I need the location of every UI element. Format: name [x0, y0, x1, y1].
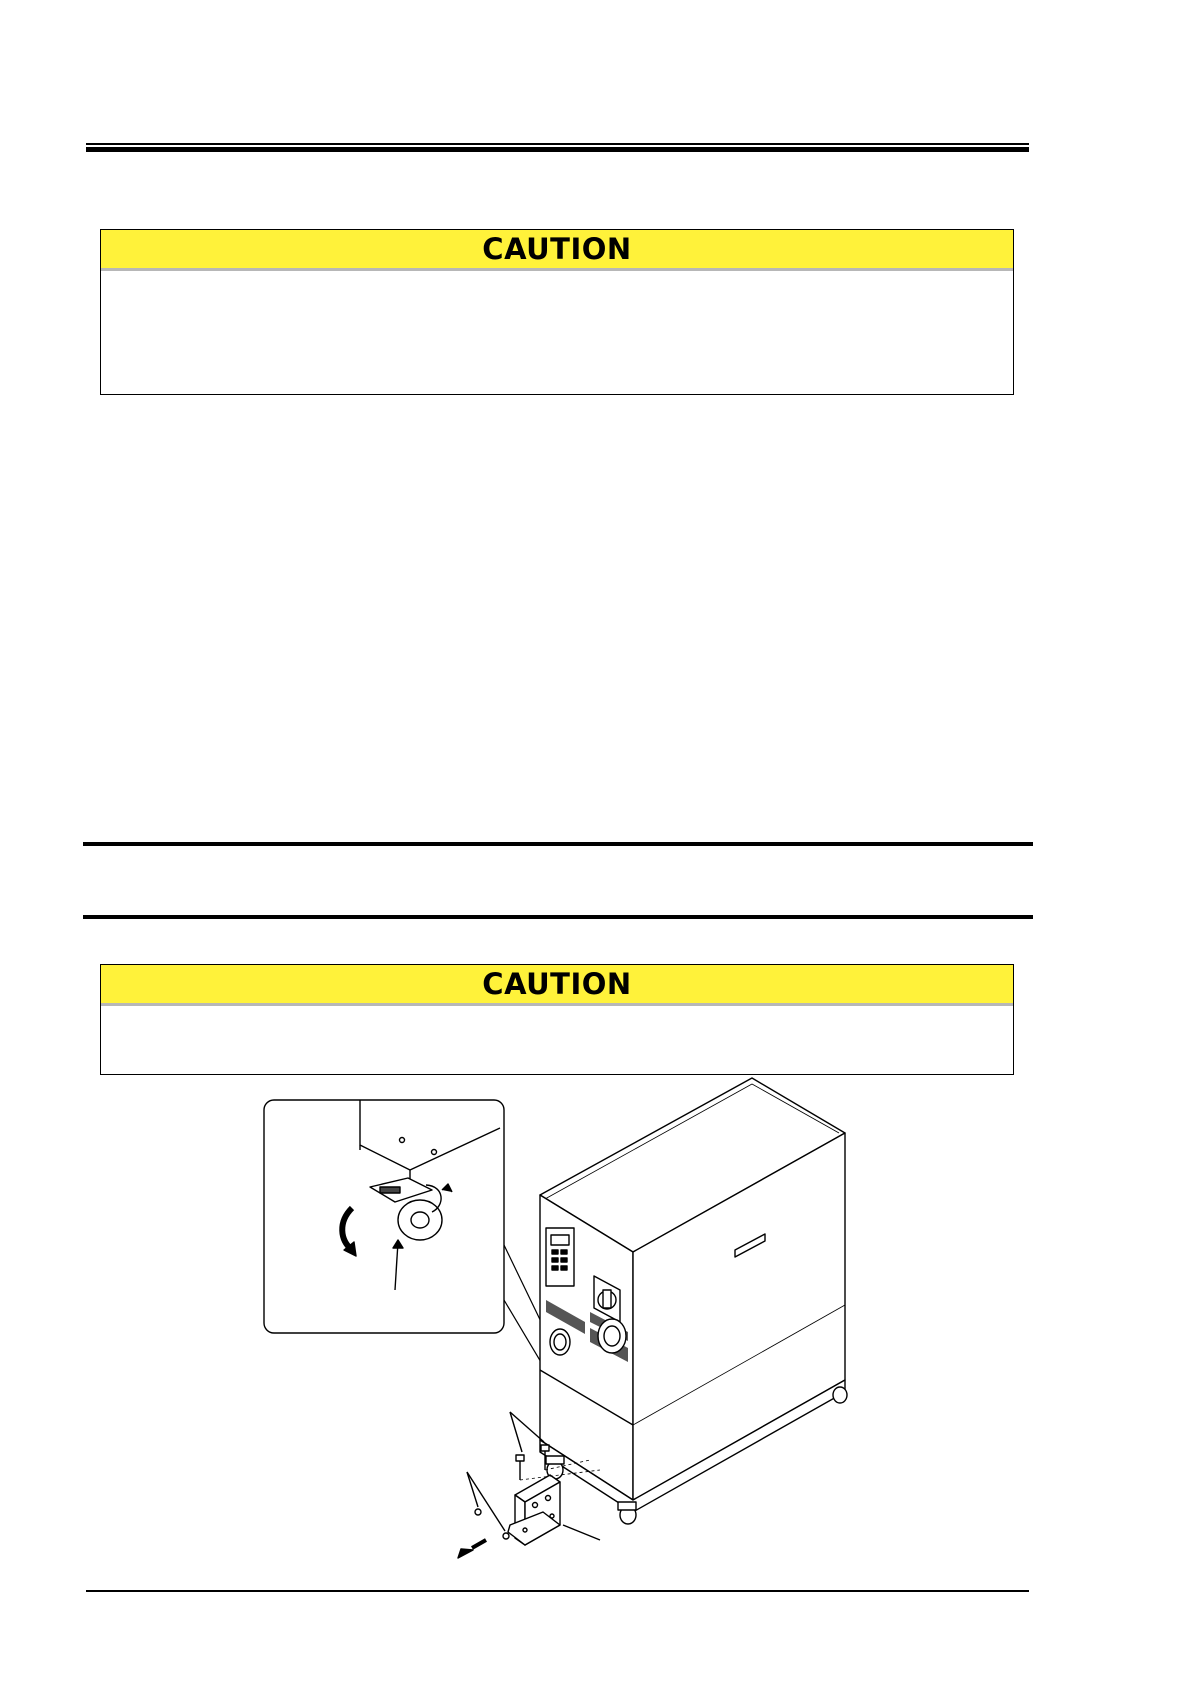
chiller-installation-figure: [255, 1075, 855, 1565]
caution-title-2: CAUTION: [482, 967, 632, 1001]
caster-detail-callout: [264, 1100, 504, 1333]
section-rule-bottom: [83, 915, 1033, 919]
caution-header-2: [101, 965, 1013, 1006]
section-rule-top: [83, 842, 1033, 846]
header-rule-thin: [86, 143, 1029, 145]
caution-header-1: [101, 230, 1013, 271]
direction-arrow-icon: [458, 1540, 486, 1558]
chiller-unit: [540, 1078, 847, 1524]
caution-body-2: [101, 1006, 1013, 1075]
caution-box-2: [100, 964, 1014, 1075]
caution-title-1: CAUTION: [482, 232, 632, 266]
footer-rule: [86, 1590, 1029, 1592]
caution-box-1: [100, 229, 1014, 395]
header-rule-thick: [86, 147, 1029, 152]
caution-body-1: [101, 271, 1013, 395]
